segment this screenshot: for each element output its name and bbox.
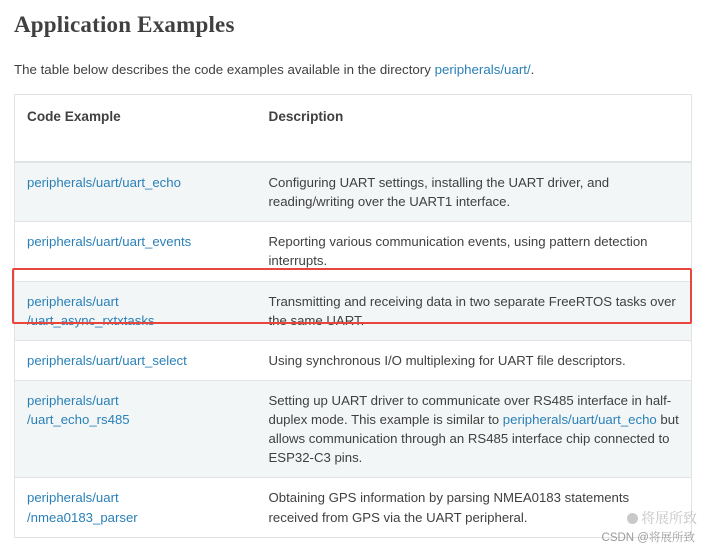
cell-description: Reporting various communication events, using pattern detection interrupts. xyxy=(257,222,692,281)
example-path-link[interactable]: peripherals/uart xyxy=(27,293,119,309)
example-path-link[interactable]: peripherals/uart xyxy=(27,490,119,506)
table-row xyxy=(15,222,692,281)
example-path-link-continued[interactable]: /uart_echo_rs485 xyxy=(27,412,130,428)
cell-description xyxy=(257,380,692,478)
table-head xyxy=(15,94,692,162)
table-row xyxy=(15,478,692,537)
cell-code-example xyxy=(15,340,257,380)
cell-description: Configuring UART settings, installing the UART driver, and reading/writing over the UART1 interface. xyxy=(257,162,692,222)
table-header-row xyxy=(15,94,692,162)
cell-code-example xyxy=(15,162,257,222)
example-path-link-continued[interactable]: /nmea0183_parser xyxy=(27,509,138,525)
application-examples-table xyxy=(14,94,692,538)
intro-paragraph xyxy=(14,60,691,80)
table-row-highlighted xyxy=(15,281,692,340)
table-body xyxy=(15,162,692,537)
cell-code-example xyxy=(15,380,257,478)
watermark-author-name: 将展所致 xyxy=(641,510,697,526)
cell-code-example xyxy=(15,478,257,537)
cell-description: Obtaining GPS information by parsing NMEA0183 statements received from GPS via the UART peripheral. xyxy=(257,478,692,537)
column-header-description: Description xyxy=(257,94,692,162)
column-header-code-example: Code Example xyxy=(15,94,257,162)
table-row xyxy=(15,340,692,380)
directory-link[interactable]: peripherals/uart/ xyxy=(434,62,531,77)
watermark-footer: CSDN @将展所致 xyxy=(601,532,695,544)
cell-description: Using synchronous I/O multiplexing for UART file descriptors. xyxy=(257,340,692,380)
table-row xyxy=(15,380,692,478)
cell-description: Transmitting and receiving data in two separate FreeRTOS tasks over the same UART. xyxy=(257,281,692,340)
example-path-link[interactable]: peripherals/uart xyxy=(27,392,119,408)
cell-code-example xyxy=(15,281,257,340)
page-title: Application Examples xyxy=(14,12,235,37)
watermark-logo-icon xyxy=(627,513,638,524)
example-path-link[interactable]: peripherals/uart/uart_select xyxy=(27,352,187,368)
example-path-link[interactable]: peripherals/uart/uart_echo xyxy=(27,174,181,190)
example-path-link[interactable]: peripherals/uart/uart_events xyxy=(27,234,192,250)
description-text-part1: Setting up UART driver to communicate over RS485 interface in half-duplex mode. This example is similar to xyxy=(268,392,672,428)
table-row xyxy=(15,162,692,222)
watermark-author xyxy=(627,508,697,528)
inline-example-link[interactable]: peripherals/uart/uart_echo xyxy=(502,412,657,428)
description-text-part2: but allows communication through an RS485 interface chip connected to ESP32-C3 pins. xyxy=(268,412,679,466)
example-path-link-continued[interactable]: /uart_async_rxtxtasks xyxy=(27,312,155,328)
intro-text-before: The table below describes the code examples available in the directory xyxy=(14,62,435,77)
cell-code-example xyxy=(15,222,257,281)
intro-text-after: . xyxy=(530,62,535,77)
